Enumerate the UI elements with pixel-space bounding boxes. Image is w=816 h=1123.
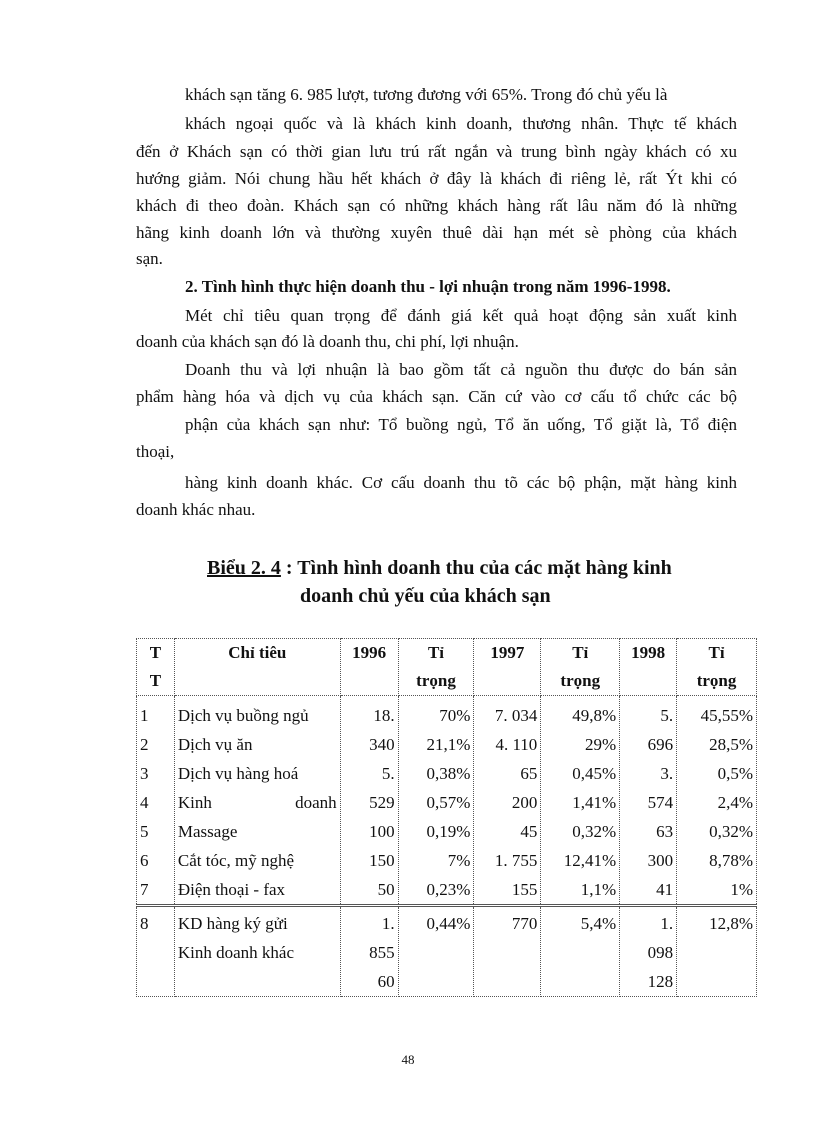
col-titrong-1998-8: 12,8%	[677, 906, 757, 997]
col-chitieu: Dịch vụ buồng ngủ Dịch vụ ăn Dịch vụ hàng hoá Kinh doanh Massage Cắt tóc, mỹ nghệ Điện thoại - fax	[174, 696, 340, 906]
header-titrong-1998: Tỉ trọng	[677, 639, 757, 696]
para-line-7: sạn.	[136, 249, 163, 268]
col-titrong-1996: 70% 21,1% 0,38% 0,57% 0,19% 7% 0,23%	[398, 696, 474, 906]
col-1996: 18. 340 5. 529 100 150 50	[340, 696, 398, 906]
col-1997-8: 770	[474, 906, 541, 997]
table-header-row	[137, 639, 757, 696]
table-title-text: : Tình hình doanh thu của các mặt hàng kinh	[280, 557, 672, 579]
para-line-12: phận của khách sạn như: Tổ buồng ngủ, Tổ ăn uống, Tổ giặt là, Tổ điện	[185, 415, 737, 434]
header-chitieu: Chỉ tiêu	[174, 639, 340, 696]
header-1998: 1998	[620, 639, 677, 696]
para-line-9: doanh của khách sạn đó là doanh thu, chi phí, lợi nhuận.	[136, 332, 519, 351]
table-row-group-1	[137, 696, 757, 906]
para-line-13: thoại,	[136, 442, 175, 461]
para-line-11: phẩm hàng hóa và dịch vụ của khách sạn. Căn cứ vào cơ cấu tổ chức các bộ	[136, 387, 737, 406]
page-number: 48	[401, 1052, 415, 1067]
col-1997: 7. 034 4. 110 65 200 45 1. 755 155	[474, 696, 541, 906]
col-1996-8: 1. 855 60	[340, 906, 398, 997]
table-label: Biểu 2. 4	[207, 557, 281, 579]
revenue-table	[136, 638, 757, 997]
col-titrong-1997-8: 5,4%	[541, 906, 620, 997]
para-line-8: Mét chỉ tiêu quan trọng để đánh giá kết quả hoạt động sản xuất kinh	[185, 306, 737, 325]
para-line-4: hướng giảm. Nói chung hầu hết khách ở đây là khách đi riêng lẻ, rất Ýt khi có	[136, 169, 737, 188]
header-titrong-1997: Tỉ trọng	[541, 639, 620, 696]
table-row-group-2	[137, 906, 757, 997]
col-titrong-1997: 49,8% 29% 0,45% 1,41% 0,32% 12,41% 1,1%	[541, 696, 620, 906]
para-line-5: khách đi theo đoàn. Khách sạn có những khách hàng rất lâu năm đó là những	[136, 196, 737, 215]
table-title-line2: doanh chủ yếu của khách sạn	[300, 585, 551, 607]
header-titrong-1996: Tỉ trọng	[398, 639, 474, 696]
para-line-3: đến ở Khách sạn có thời gian lưu trú rất ngắn và trung bình ngày khách có xu	[136, 142, 737, 161]
col-stt-8: 8	[137, 906, 175, 997]
col-stt: 1 2 3 4 5 6 7	[137, 696, 175, 906]
col-1998-8: 1. 098 128	[620, 906, 677, 997]
para-line-2: khách ngoại quốc và là khách kinh doanh, thương nhân. Thực tế khách	[185, 114, 737, 133]
section-heading: 2. Tình hình thực hiện doanh thu - lợi nhuận trong năm 1996-1998.	[185, 277, 671, 296]
table-title	[207, 555, 672, 581]
para-line-14: hàng kinh doanh khác. Cơ cấu doanh thu tõ các bộ phận, mặt hàng kinh	[185, 473, 737, 492]
col-titrong-1998: 45,55% 28,5% 0,5% 2,4% 0,32% 8,78% 1%	[677, 696, 757, 906]
col-chitieu-8: KD hàng ký gửi Kinh doanh khác	[174, 906, 340, 997]
para-line-15: doanh khác nhau.	[136, 500, 256, 519]
para-line-10: Doanh thu và lợi nhuận là bao gồm tất cả nguồn thu được do bán sản	[185, 360, 737, 379]
para-line-6: hãng kinh doanh lớn và thường xuyên thuê dài hạn mét sè phòng của khách	[136, 223, 737, 242]
header-1996: 1996	[340, 639, 398, 696]
col-titrong-1996-8: 0,44%	[398, 906, 474, 997]
header-tt: T T	[137, 639, 175, 696]
para-line-1: khách sạn tăng 6. 985 lượt, tương đương với 65%. Trong đó chủ yếu là	[185, 85, 668, 104]
col-1998: 5. 696 3. 574 63 300 41	[620, 696, 677, 906]
header-1997: 1997	[474, 639, 541, 696]
